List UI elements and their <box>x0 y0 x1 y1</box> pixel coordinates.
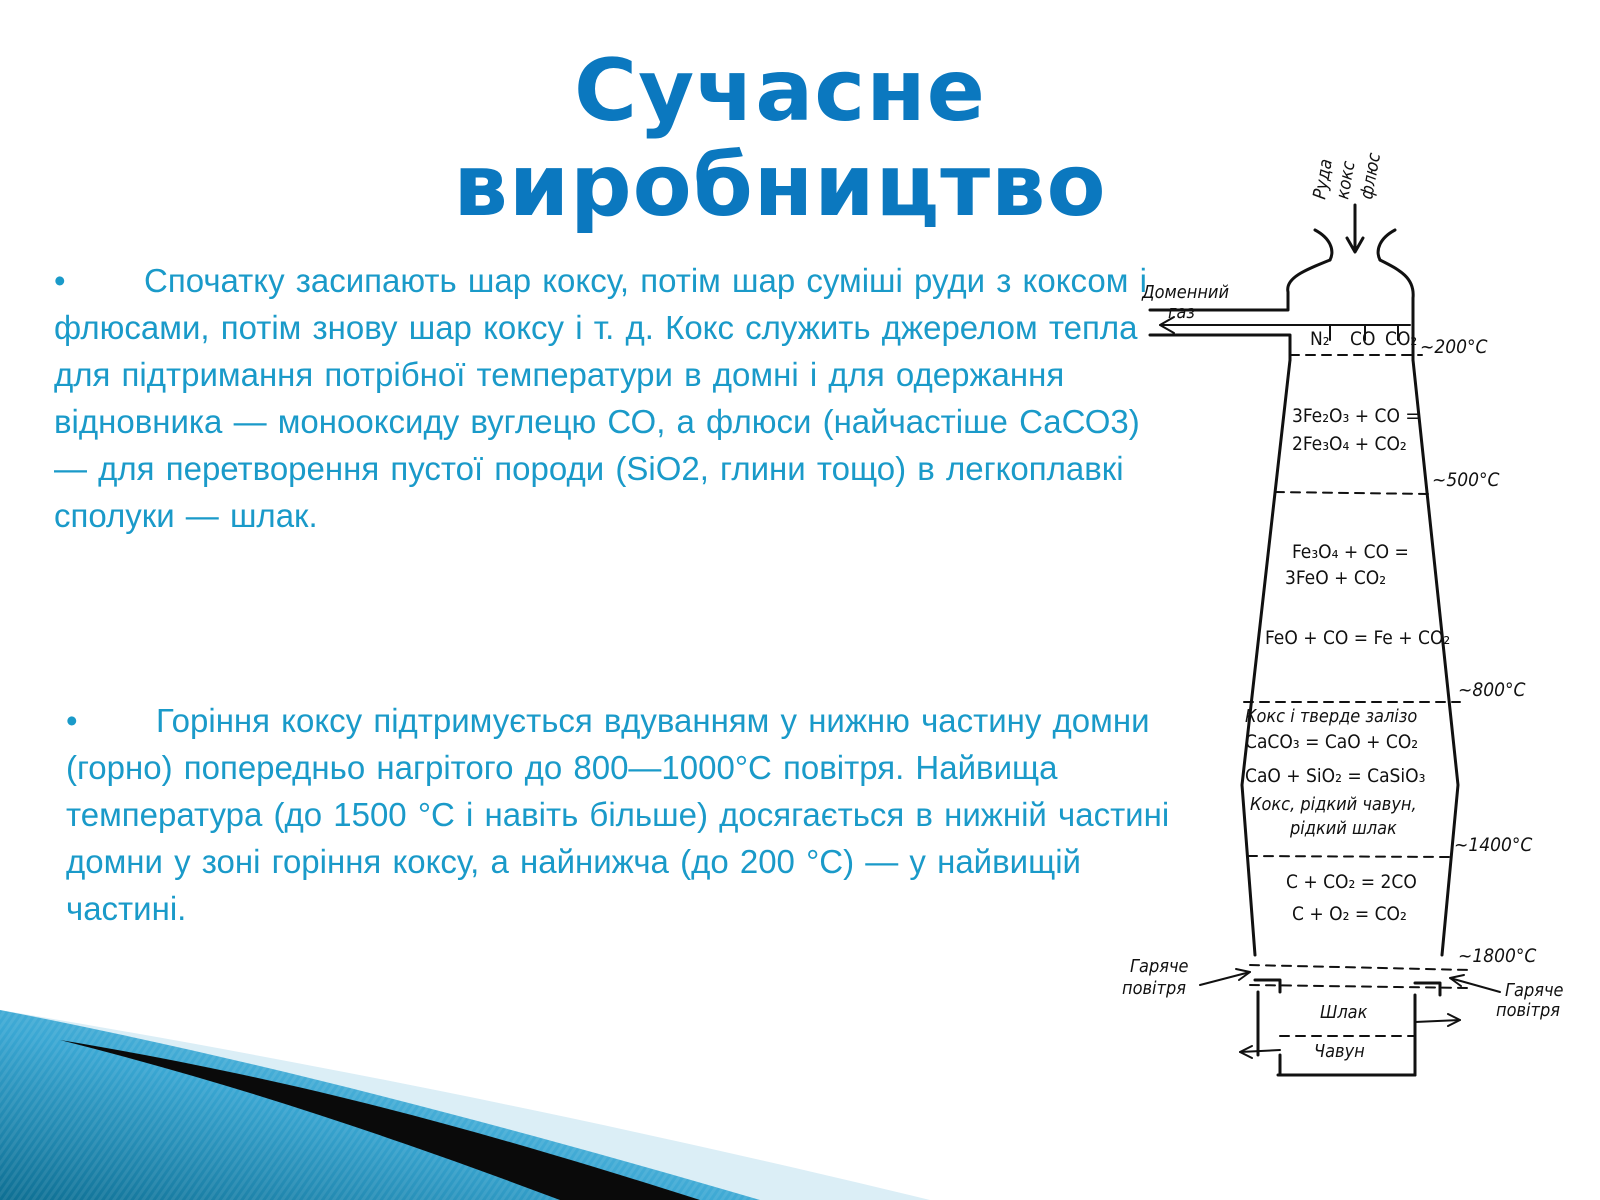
bullet-glyph: • <box>66 702 78 739</box>
temp-200: ~200°C <box>1420 336 1488 358</box>
bullet-glyph: • <box>54 262 66 299</box>
shaft-left-wall <box>1242 360 1290 955</box>
zone3-line2: CaCO₃ = CaO + CO₂ <box>1245 731 1419 753</box>
zone-boundary-1800 <box>1250 965 1470 970</box>
gas-n2: N₂ <box>1310 328 1330 350</box>
hot-air-left-2: повітря <box>1122 978 1186 999</box>
temp-1800: ~1800°C <box>1458 945 1537 967</box>
zone-boundary-1400 <box>1248 856 1450 857</box>
zone1-line2: 2Fe₃O₄ + CO₂ <box>1292 433 1407 455</box>
temp-1400: ~1400°C <box>1454 834 1533 856</box>
zone3-line3: CaO + SiO₂ = CaSiO₃ <box>1245 765 1426 787</box>
zone2-line2: 3FeO + CO₂ <box>1285 567 1387 589</box>
charge-label-flux: флюс <box>1356 151 1386 201</box>
hot-air-right-1: Гаряче <box>1505 980 1564 1001</box>
top-gas-label-2: газ <box>1168 302 1196 323</box>
paragraph-combustion-text: Горіння коксу підтримується вдуванням у нижню частину домни (горно) попередньо нагрітого до 800—1000°С повітря. Найвища температура (до 1500 °С і навіть більше) досягається в нижній частині домни у зоні горіння коксу, а найнижча (до 200 °С) — у найвищій частині. <box>66 702 1170 927</box>
funnel-right <box>1378 230 1395 260</box>
zone3-line1: Кокс і тверде залізо <box>1245 706 1418 727</box>
gas-co: CO <box>1350 328 1376 350</box>
slag-label: Шлак <box>1320 1002 1368 1023</box>
temp-800: ~800°C <box>1458 679 1526 701</box>
paragraph-charging-text: Спочатку засипають шар коксу, потім шар суміші руди з коксом і флюсами, потім знову шар коксу і т. д. Кокс служить джерелом тепла для підтримання потрібної температури в домні і для одержання відновника — монооксиду вуглецю СО, а флюси (найчастіше СаСО3) — для перетворення пустої породи (SiO2, глини тощо) в легкоплавкі сполуки — шлак. <box>54 262 1147 534</box>
zone4-line1: C + CO₂ = 2CO <box>1286 871 1417 893</box>
blast-furnace-diagram <box>1122 150 1590 1100</box>
shaft-right-wall <box>1413 360 1458 955</box>
hot-air-left-1: Гаряче <box>1130 956 1189 977</box>
zone3-line5: рідкий шлак <box>1290 818 1397 839</box>
zone2-line1: Fe₃O₄ + CO = <box>1292 541 1409 563</box>
slide-title: Сучасне виробництво <box>453 41 1107 236</box>
zone4-line2: C + O₂ = CO₂ <box>1292 903 1407 925</box>
slag-tap-arrow <box>1415 1020 1460 1022</box>
paragraph-combustion <box>66 697 1176 932</box>
iron-label: Чавун <box>1314 1041 1365 1062</box>
charge-label-ore: Руда <box>1309 157 1337 201</box>
temp-500: ~500°C <box>1432 469 1500 491</box>
zone-boundary-500 <box>1275 492 1430 494</box>
zone3-line4: Кокс, рідкий чавун, <box>1250 794 1417 815</box>
gas-pipe-lower <box>1150 335 1290 360</box>
zone2-line3: FeO + CO = Fe + CO₂ <box>1265 627 1451 649</box>
top-gas-label-1: Доменний <box>1142 282 1229 303</box>
iron-tap-arrow <box>1240 1050 1280 1052</box>
funnel-left <box>1315 230 1332 260</box>
hearth-right-upper <box>1415 983 1440 995</box>
gas-co2: CO₂ <box>1385 328 1418 350</box>
hot-air-right-arrow <box>1450 978 1500 992</box>
paragraph-charging <box>54 257 1164 539</box>
charge-label-coke: кокс <box>1332 159 1360 201</box>
hot-air-right-2: повітря <box>1496 1000 1560 1021</box>
zone1-line1: 3Fe₂O₃ + CO = <box>1292 405 1420 427</box>
